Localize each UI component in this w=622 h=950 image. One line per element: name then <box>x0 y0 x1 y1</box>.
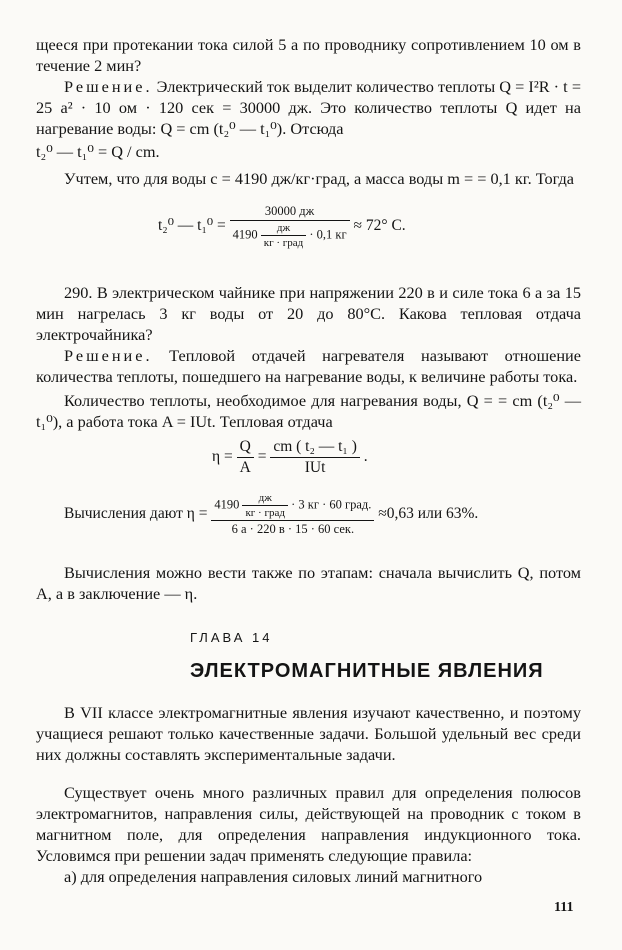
paragraph-solution-1: Решение. Электрический ток выделит количество теплоты Q = I²R · t = 25 а² · 10 ом · 120 сек = 30000 дж. Это количество теплоты Q идет на нагревание воды: Q = cm (t₂⁰ — t₁⁰). Отсюда t₂⁰ — t₁⁰ = Q / cm. <box>36 77 581 161</box>
paragraph-stages: Вычисления можно вести также по этапам: сначала вычислить Q, потом A, а в заключение — η. <box>36 563 581 603</box>
paragraph-rule-a: а) для определения направления силовых линий магнитного <box>64 867 483 886</box>
paragraph-rules: Существует очень много различных правил для определения полюсов электромагнитов, направления силы, действующей на проводник с током в магнитном поле, для определения направления индукционного тока. Условимся при решении задач применять следующие правила: <box>36 783 581 865</box>
paragraph-heat-quantity: Количество теплоты, необходимое для нагревания воды, Q = = cm (t₂⁰ — t₁⁰), а работа тока A = IUt. Тепловая отдача <box>36 391 581 431</box>
solution-label: Решение. <box>64 346 153 365</box>
paragraph-intro: В VII классе электромагнитные явления изучают качественно, и поэтому учащиеся решают только качественные задачи. Большой удельный вес среди них должны составлять экспериментальные задачи. <box>36 703 581 764</box>
paragraph-problem-end: щееся при протекании тока силой 5 а по проводнику сопротивлением 10 ом в течение 2 мин? <box>36 35 581 75</box>
page-number: 111 <box>554 900 574 915</box>
chapter-title: ЭЛЕКТРОМАГНИТНЫЕ ЯВЛЕНИЯ <box>190 660 544 682</box>
formula-fraction: 30000 дж 4190 $\frac{дж}{\text{кг · град}}$ · 0,1 кг <box>230 204 350 249</box>
paragraph-problem-290: 290. В электрическом чайнике при напряжении 220 в и силе тока 6 а за 15 мин нагрелась 3 кг воды от 20 до 80°С. Какова тепловая отдача электрочайника? <box>36 283 581 344</box>
formula-efficiency: η = $\frac{Q}{A}$ = $\frac{\text{cm ( t₂ — t₁ )}}{\text{IUt}}$ . <box>212 438 368 476</box>
formula-temperature: t₂⁰ — t₁⁰ = 30000 дж 4190 $\frac{дж}{\text{кг · град}}$ · 0,1 кг ≈ 72° С. <box>158 204 406 249</box>
solution-label: Решение. <box>64 77 153 96</box>
paragraph-water: Учтем, что для воды c = 4190 дж/кг·град, а масса воды m = = 0,1 кг. Тогда <box>64 169 575 188</box>
chapter-label: ГЛАВА 14 <box>190 630 273 645</box>
formula-inline: t₂⁰ — t₁⁰ = Q / cm. <box>36 142 160 161</box>
formula-calculation: Вычисления дают η = 4190 $\frac{дж}{\text{кг · град}}$ · 3 кг · 60 град. 6 а · 220 в · 15 · 60 сек. ≈0,63 или 63%. <box>64 492 479 536</box>
paragraph-solution-2: Решение. Тепловой отдачей нагревателя называют отношение количества теплоты, пошедшего на нагревание воды, к величине работы тока. <box>36 346 581 386</box>
